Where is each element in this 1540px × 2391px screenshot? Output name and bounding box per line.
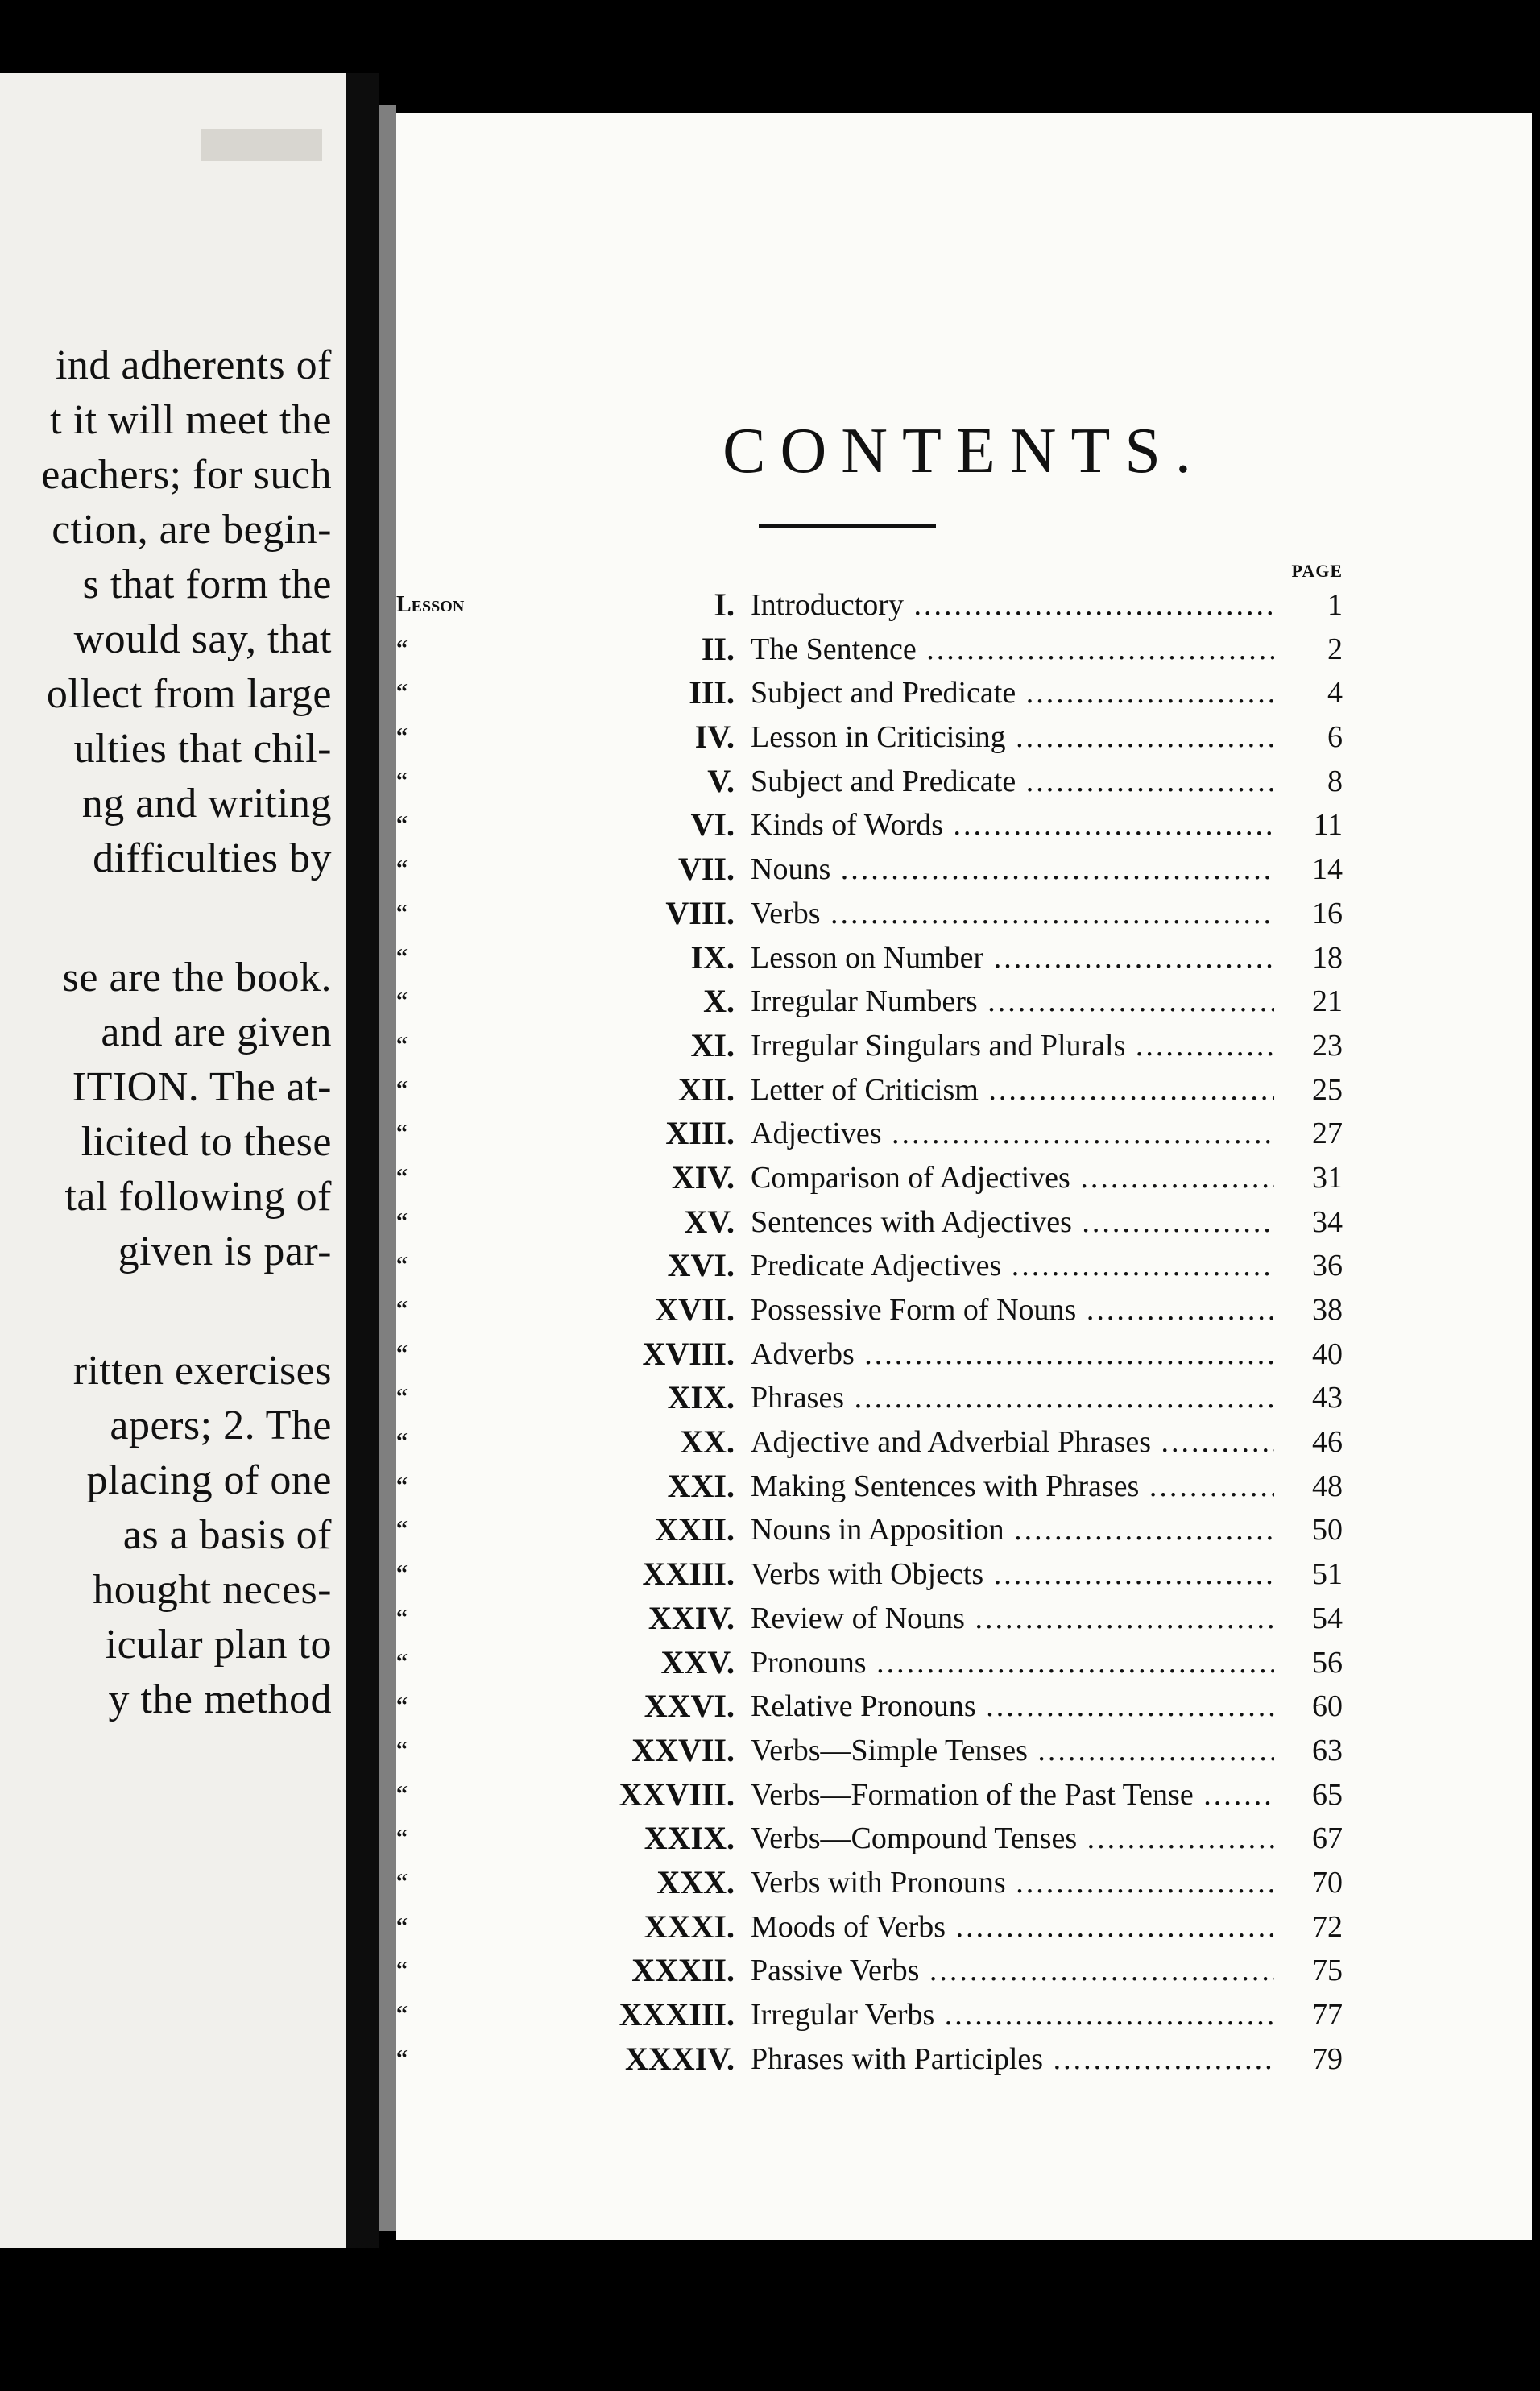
lesson-numeral: XXXII. (631, 1952, 735, 1989)
lesson-numeral: XIX. (667, 1379, 735, 1416)
lesson-label: “ (396, 812, 408, 838)
lesson-numeral: XXVI. (644, 1688, 735, 1725)
text-line: t it will meet the (50, 397, 332, 443)
lesson-label: “ (396, 1385, 408, 1411)
lesson-title: Subject and Predicate ..... (751, 760, 1274, 803)
lesson-title: Adverbs ..... (751, 1332, 1274, 1376)
text-line: apers; 2. The (110, 1403, 332, 1448)
page-number: 6 (1327, 720, 1343, 755)
lesson-numeral: IX. (690, 939, 735, 976)
page-number: 65 (1312, 1777, 1343, 1812)
text-line: eachers; for such (41, 452, 332, 498)
lesson-title: The Sentence ..... (751, 628, 1274, 671)
text-line: ollect from large (46, 671, 332, 717)
toc-entry (396, 892, 1532, 936)
lesson-numeral: VIII. (665, 894, 735, 931)
page-column-header: PAGE (1291, 561, 1343, 581)
text-line: licited to these (81, 1119, 332, 1165)
previous-page-text (0, 338, 332, 1727)
lesson-numeral: XXVII. (631, 1731, 735, 1768)
lesson-title: Review of Nouns ..... (751, 1597, 1274, 1640)
toc-entry (396, 1024, 1532, 1068)
page-number: 70 (1312, 1865, 1343, 1900)
lesson-label: “ (396, 1253, 408, 1278)
lesson-title: Moods of Verbs ..... (751, 1905, 1274, 1949)
text-line: tal following of (64, 1174, 332, 1220)
page-number: 51 (1312, 1557, 1343, 1592)
lesson-label: “ (396, 1649, 408, 1675)
page-number: 48 (1312, 1469, 1343, 1503)
text-line: ction, are begin- (52, 507, 332, 553)
table-of-contents (396, 583, 1532, 2081)
lesson-label: “ (396, 1958, 408, 1983)
page-number: 18 (1312, 940, 1343, 975)
lesson-title: Verbs—Compound Tenses ..... (751, 1817, 1274, 1860)
lesson-label: “ (396, 1341, 408, 1366)
lesson-numeral: IV. (694, 719, 735, 756)
lesson-numeral: XXXI. (644, 1908, 735, 1945)
lesson-label: “ (396, 1297, 408, 1322)
page-number: 72 (1312, 1909, 1343, 1944)
toc-entry (396, 1861, 1532, 1905)
text-line: difficulties by (93, 835, 332, 881)
lesson-title: Verbs with Pronouns ..... (751, 1861, 1274, 1904)
toc-entry (396, 1993, 1532, 2037)
lesson-label: Lesson (396, 592, 465, 617)
lesson-label: “ (396, 1913, 408, 1939)
toc-entry (396, 583, 1532, 628)
page-number: 31 (1312, 1160, 1343, 1195)
toc-entry (396, 671, 1532, 715)
paragraph-gap (0, 886, 332, 951)
toc-entry (396, 1905, 1532, 1950)
lesson-label: “ (396, 2045, 408, 2071)
text-line: ind adherents of (55, 342, 332, 388)
page-title: CONTENTS. (722, 416, 1206, 487)
lesson-label: “ (396, 1517, 408, 1543)
page-number: 25 (1312, 1072, 1343, 1107)
toc-entry (396, 1949, 1532, 1993)
lesson-numeral: II. (701, 630, 735, 667)
toc-entry (396, 2037, 1532, 2082)
lesson-title: Kinds of Words ..... (751, 803, 1274, 847)
lesson-numeral: XXIII. (642, 1556, 735, 1593)
text-line: placing of one (86, 1457, 332, 1503)
lesson-numeral: XXV. (660, 1643, 735, 1680)
lesson-numeral: V. (707, 762, 735, 799)
lesson-numeral: I. (714, 586, 735, 623)
lesson-title: Subject and Predicate ..... (751, 671, 1274, 715)
toc-entry (396, 1376, 1532, 1420)
page-number: 77 (1312, 1998, 1343, 2032)
lesson-numeral: XV. (684, 1203, 735, 1240)
page-number: 75 (1312, 1954, 1343, 1988)
lesson-numeral: XIV. (671, 1158, 735, 1196)
lesson-title: Introductory ..... (751, 583, 1274, 627)
lesson-numeral: VI. (690, 806, 735, 843)
text-line: would say, that (73, 616, 332, 662)
lesson-numeral: VII. (677, 851, 735, 888)
contents-page (396, 113, 1532, 2240)
lesson-label: “ (396, 1429, 408, 1455)
text-line: given is par- (118, 1229, 332, 1274)
lesson-numeral: XI. (690, 1026, 735, 1063)
lesson-label: “ (396, 1076, 408, 1102)
lesson-numeral: XXII. (655, 1511, 735, 1548)
toc-entry (396, 980, 1532, 1024)
page-number: 56 (1312, 1645, 1343, 1680)
toc-entry (396, 1508, 1532, 1552)
text-line: ritten exercises (72, 1348, 332, 1394)
toc-entry (396, 1156, 1532, 1200)
lesson-title: Letter of Criticism ..... (751, 1068, 1274, 1112)
toc-entry (396, 1332, 1532, 1377)
lesson-title: Adjectives ..... (751, 1112, 1274, 1155)
page-number: 27 (1312, 1117, 1343, 1151)
lesson-numeral: XII. (677, 1071, 735, 1108)
page-number: 11 (1313, 808, 1343, 843)
lesson-title: Verbs with Objects ..... (751, 1552, 1274, 1596)
lesson-numeral: XVI. (667, 1247, 735, 1284)
lesson-title: Nouns ..... (751, 847, 1274, 891)
page-number: 60 (1312, 1689, 1343, 1724)
text-line: hought neces- (93, 1567, 332, 1613)
text-line: as a basis of (122, 1512, 332, 1558)
book-gutter (346, 73, 379, 2248)
lesson-title: Lesson in Criticising ..... (751, 715, 1274, 759)
lesson-label: “ (396, 1208, 408, 1234)
page-tab (201, 129, 322, 161)
lesson-label: “ (396, 1164, 408, 1190)
page-number: 38 (1312, 1293, 1343, 1327)
text-line: and are given (101, 1009, 332, 1055)
lesson-title: Nouns in Apposition ..... (751, 1508, 1274, 1552)
text-line: ulties that chil- (73, 726, 332, 772)
lesson-numeral: XXXIII. (619, 1996, 735, 2033)
page-number: 23 (1312, 1028, 1343, 1063)
lesson-label: “ (396, 1561, 408, 1587)
page-number: 34 (1312, 1204, 1343, 1239)
lesson-title: Verbs—Simple Tenses ..... (751, 1729, 1274, 1772)
page-number: 54 (1312, 1601, 1343, 1635)
text-line: ng and writing (81, 781, 332, 827)
previous-page (0, 73, 346, 2248)
text-line: ITION. The at- (72, 1064, 332, 1110)
toc-entry (396, 1112, 1532, 1156)
toc-entry (396, 1244, 1532, 1288)
lesson-title: Irregular Verbs ..... (751, 1993, 1274, 2037)
lesson-title: Making Sentences with Phrases ..... (751, 1465, 1274, 1508)
page-number: 2 (1327, 632, 1343, 666)
page-edge-shadow (379, 105, 396, 2231)
lesson-label: “ (396, 900, 408, 926)
lesson-title: Relative Pronouns ..... (751, 1684, 1274, 1728)
lesson-title: Verbs—Formation of the Past Tense ..... (751, 1773, 1274, 1817)
page-number: 63 (1312, 1733, 1343, 1767)
toc-entry (396, 760, 1532, 804)
lesson-title: Pronouns ..... (751, 1641, 1274, 1684)
page-number: 46 (1312, 1425, 1343, 1460)
toc-entry (396, 1817, 1532, 1861)
page-number: 21 (1312, 984, 1343, 1019)
lesson-label: “ (396, 768, 408, 794)
toc-entry (396, 715, 1532, 760)
lesson-numeral: XXIV. (648, 1599, 735, 1636)
lesson-numeral: XXVIII. (619, 1776, 735, 1813)
toc-entry (396, 1773, 1532, 1817)
toc-entry (396, 1552, 1532, 1597)
lesson-title: Passive Verbs ..... (751, 1949, 1274, 1992)
lesson-title: Phrases ..... (751, 1376, 1274, 1419)
page-number: 16 (1312, 896, 1343, 930)
lesson-label: “ (396, 1032, 408, 1058)
lesson-label: “ (396, 680, 408, 706)
lesson-numeral: XVIII. (642, 1335, 735, 1372)
lesson-title: Possessive Form of Nouns ..... (751, 1288, 1274, 1332)
lesson-numeral: XIII. (665, 1115, 735, 1152)
lesson-numeral: XXX. (656, 1863, 735, 1900)
lesson-label: “ (396, 1693, 408, 1719)
toc-entry (396, 847, 1532, 892)
toc-entry (396, 628, 1532, 672)
text-line: se are the book. (62, 955, 332, 1001)
text-line: s that form the (82, 561, 332, 607)
paragraph-gap (0, 1279, 332, 1344)
lesson-title: Phrases with Participles ..... (751, 2037, 1274, 2081)
lesson-numeral: XXIX. (644, 1820, 735, 1857)
page-number: 4 (1327, 676, 1343, 711)
toc-entry (396, 1288, 1532, 1332)
lesson-label: “ (396, 856, 408, 882)
page-number: 14 (1312, 852, 1343, 887)
lesson-numeral: X. (703, 983, 735, 1020)
lesson-label: “ (396, 988, 408, 1014)
lesson-title: Comparison of Adjectives ..... (751, 1156, 1274, 1200)
toc-entry (396, 936, 1532, 980)
lesson-label: “ (396, 724, 408, 750)
lesson-label: “ (396, 636, 408, 661)
text-line: y the method (108, 1676, 332, 1722)
toc-entry (396, 803, 1532, 847)
page-number: 50 (1312, 1513, 1343, 1548)
lesson-numeral: XXXIV. (625, 2040, 735, 2077)
lesson-label: “ (396, 1737, 408, 1763)
page-number: 8 (1327, 764, 1343, 798)
toc-entry (396, 1420, 1532, 1465)
lesson-label: “ (396, 1605, 408, 1631)
toc-entry (396, 1641, 1532, 1685)
page-number: 1 (1327, 588, 1343, 622)
toc-entry (396, 1597, 1532, 1641)
toc-entry (396, 1200, 1532, 1245)
lesson-title: Adjective and Adverbial Phrases ..... (751, 1420, 1274, 1464)
lesson-title: Verbs ..... (751, 892, 1274, 935)
lesson-title: Predicate Adjectives ..... (751, 1244, 1274, 1287)
lesson-title: Irregular Singulars and Plurals ..... (751, 1024, 1274, 1067)
toc-entry (396, 1729, 1532, 1773)
title-rule (759, 524, 936, 528)
lesson-numeral: XXI. (667, 1467, 735, 1504)
toc-entry (396, 1684, 1532, 1729)
lesson-label: “ (396, 1121, 408, 1146)
lesson-numeral: XX. (680, 1423, 735, 1461)
page-number: 40 (1312, 1336, 1343, 1371)
page-number: 43 (1312, 1381, 1343, 1415)
page-number: 79 (1312, 2041, 1343, 2076)
lesson-title: Sentences with Adjectives ..... (751, 1200, 1274, 1244)
lesson-title: Irregular Numbers ..... (751, 980, 1274, 1023)
lesson-label: “ (396, 1825, 408, 1851)
lesson-label: “ (396, 1781, 408, 1807)
lesson-label: “ (396, 1473, 408, 1498)
text-line: icular plan to (105, 1622, 332, 1668)
lesson-numeral: III. (689, 674, 735, 711)
lesson-label: “ (396, 1869, 408, 1895)
page-number: 36 (1312, 1249, 1343, 1283)
page-number: 67 (1312, 1821, 1343, 1856)
toc-entry (396, 1068, 1532, 1113)
toc-entry (396, 1465, 1532, 1509)
lesson-label: “ (396, 2002, 408, 2027)
lesson-title: Lesson on Number ..... (751, 936, 1274, 980)
lesson-numeral: XVII. (655, 1291, 735, 1328)
lesson-label: “ (396, 944, 408, 970)
